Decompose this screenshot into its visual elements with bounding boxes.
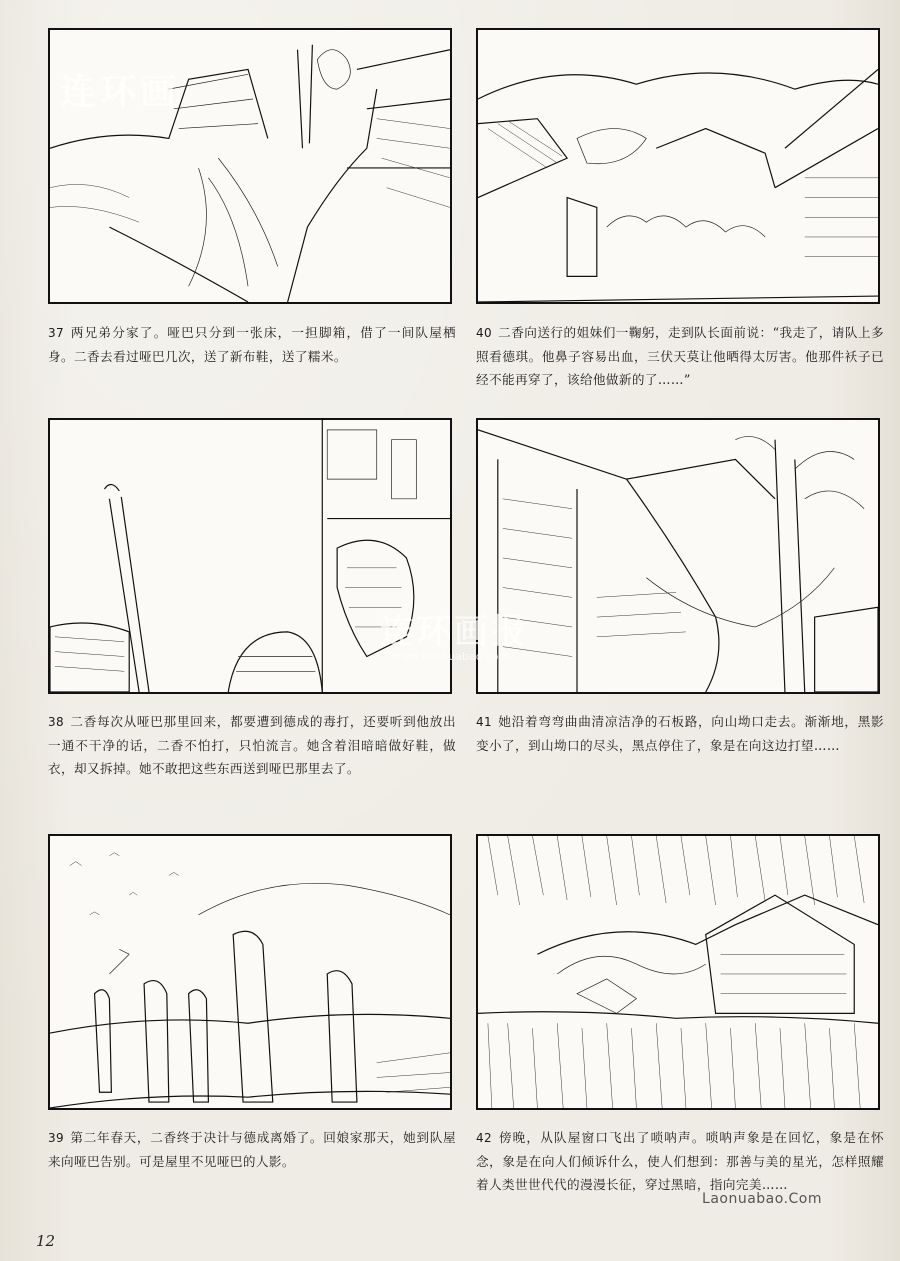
watermark-bottom-right: Laonuabao.Com (702, 1191, 822, 1207)
panel-39-illustration (48, 834, 452, 1110)
caption-text: 傍晚，从队屋窗口飞出了唢呐声。唢呐声象是在回忆，象是在怀念，象是在向人们倾诉什么，使人们想到：那善与美的星光，怎样照耀着人类世世代代的漫漫长征，穿过黑暗，指向完美…… (476, 1130, 884, 1192)
caption-38 (48, 710, 456, 780)
women-farewell-hillside-drawing (50, 836, 450, 1108)
room-with-woman-sewing-drawing (50, 420, 450, 692)
panel-number: 41 (476, 715, 493, 729)
panel-number: 37 (48, 326, 65, 340)
caption-text: 二香向送行的姐妹们一鞠躬，走到队长面前说：“我走了，请队上多照看德琪。他鼻子容易出血，三伏天莫让他晒得太厉害。他那件袄子已经不能再穿了，该给他做新的了……” (476, 325, 884, 387)
panel-41-illustration (476, 418, 880, 694)
page-number: 12 (36, 1232, 56, 1250)
panel-number: 42 (476, 1131, 493, 1145)
watermark-middle: 连环画报 (380, 612, 528, 652)
caption-text: 她沿着弯弯曲曲清凉洁净的石板路，向山坳口走去。渐渐地，黑影变小了，到山坳口的尽头，黑点停住了，象是在向这边打望…… (476, 714, 884, 753)
villagers-farewell-drawing (478, 30, 878, 302)
caption-text: 第二年春天，二香终于决计与德成离婚了。回娘家那天，她到队屋来向哑巴告别。可是屋里不见哑巴的人影。 (48, 1130, 456, 1169)
panel-number: 40 (476, 326, 493, 340)
caption-text: 二香每次从哑巴那里回来，都要遭到德成的毒打，还要听到他放出一通不干净的话，二香不怕打，只怕流言。她含着泪暗暗做好鞋，做衣，却又拆掉。她不敢把这些东西送到哑巴那里去了。 (48, 714, 456, 776)
watermark-top-left: 连环画 (60, 72, 181, 113)
panel-38-illustration (48, 418, 452, 694)
panel-42-illustration (476, 834, 880, 1110)
caption-text: 两兄弟分家了。哑巴只分到一张床，一担脚箱，借了一间队屋栖身。二香去看过哑巴几次，送了新布鞋，送了糯米。 (48, 325, 456, 364)
caption-42 (476, 1126, 884, 1196)
panel-number: 39 (48, 1131, 65, 1145)
caption-40 (476, 321, 884, 391)
stone-path-village-drawing (478, 420, 878, 692)
panel-number: 38 (48, 715, 65, 729)
caption-41 (476, 710, 884, 757)
panel-40-illustration (476, 28, 880, 304)
village-path-drawing (50, 30, 450, 302)
panel-37-illustration (48, 28, 452, 304)
watermark-middle-url: www.lianhuabao.com (392, 650, 510, 663)
dusk-village-rain-drawing (478, 836, 878, 1108)
caption-37 (48, 321, 456, 368)
caption-39 (48, 1126, 456, 1173)
